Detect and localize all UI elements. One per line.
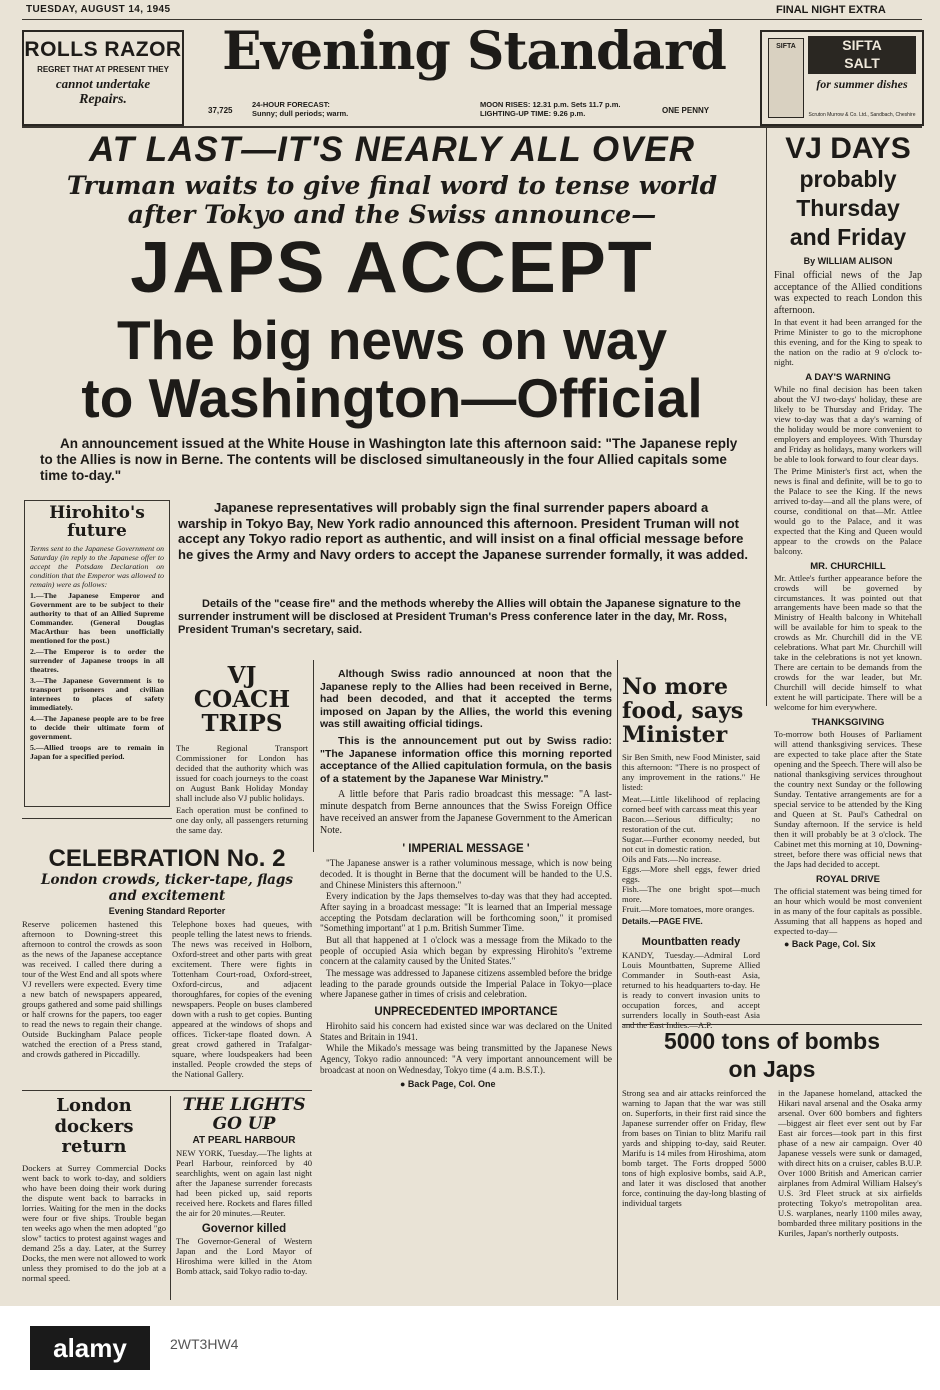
box-item: 3.—The Japanese Government is to transport prisoners and civilian internees to places of safety immediately. (30, 676, 164, 713)
unprecedented-p: Hirohito said his concern had existed since war was declared on the United States and Britain in 1941. While the Mikado's message was being transmitted by the Japanese News Agency, Tokyo radio announced: "A very important announcement will be broadcast at noon on Wednesday, Tokyo time (4 a.m. B.S.T.). (320, 1021, 612, 1075)
ad-line: Repairs. (79, 92, 127, 107)
vj-days-p: The official statement was being timed for an hour which would be most convenient in as many of the four capitals as possible. Assuming that all happens as hoped and expected to-day— (774, 886, 922, 936)
vj-coach-story (176, 664, 308, 836)
dockers-body: Dockers at Surrey Commercial Docks went back to work to-day, and soldiers who have been doing their work during the dispute went back to barracks in lorries. Waiting for the men in the docks were four or five ships. Trouble began ten weeks ago when the men adopted "go slow" tactics to protest against wages and demand 25s a day. Later, at the Surrey Docks, the men were not allowed to work unless they promised to do the job at a normal speed. (22, 1164, 166, 1283)
vj-days-p: In that event it had been arranged for the Prime Minister to go to the microphone this evening, and for the King to speak to the nation on the radio at 9 o'clock to-night. (774, 318, 922, 368)
jump-line: ● Back Page, Col. One (400, 1079, 496, 1090)
subhead: THANKSGIVING (811, 717, 885, 729)
celebration-story (22, 846, 312, 1112)
vj-days-p: While no final decision has been taken about the VJ two-days' holiday, these are likely to be Thursday and Friday. The view to-day was that a day's warning of the holiday would be more convenient to employers and employees. With Thursday and Friday as holidays, many workers will be able to look forward to four clear days. (774, 385, 922, 464)
lead-paragraph-2: Japanese representatives will probably sign the final surrender papers aboard a warship in Tokyo Bay, New York radio announced this afternoon. President Truman will not accept any Tokyo radio report as authentic, and will insist on a final official message before he gives the Army and Navy orders to accept the Japanese surrender formally, it was added. (178, 500, 749, 562)
swiss-story (320, 668, 612, 1089)
swiss-p1: Although Swiss radio announced at noon that the Japanese reply to the Allies had been received in Berne, had been decoded, and that it accepted the terms imposed on Japan by the Allies, the world this evening was still awaiting official tidings. (320, 668, 612, 731)
ad-line: REGRET THAT AT PRESENT THEY (37, 65, 169, 74)
bombs-heading: 5000 tons of bombs (664, 1028, 880, 1054)
lights-heading: THE LIGHTS GO UP (182, 1095, 306, 1134)
food-item: Sugar.—Further economy needed, but not cut in domestic ration. (622, 835, 760, 854)
vj-days-p: The Prime Minister's first act, when the news is final and definite, will be to go to the Palace to see the King. If the news arrived to-day—and all the plans were, of course, conditional on that—Mr. Attlee would go to the Palace, and it was expected that the King and Queen would appear to the crowds on the Palace balcony. (774, 466, 922, 556)
ad-brand: ROLLS RAZOR (24, 38, 182, 61)
vj-days-heading: and Friday (789, 223, 907, 250)
kicker-headline: AT LAST—IT'S NEARLY ALL OVER (88, 130, 696, 169)
subhead: ROYAL DRIVE (816, 873, 880, 885)
masthead-title: Evening Standard (222, 21, 726, 82)
celebration-col1: Reserve policemen hastened this afternoon to Downing-street this afternoon to control the crowds as soon as the news of the Japanese acceptance was received. I called there during a tour of the West End and all spots where VJ revellers were expected. Every time a new batch of newspapers appeared, groups gathered and some paid shillings or half crowns for the papers, too eager to read the news to regain their change. Outside Buckingham Palace people watched the erection of a Press stand, and crowds gathered in Piccadilly. (22, 920, 162, 1059)
alamy-logo: alamy (30, 1326, 150, 1370)
celebration-col2: Telephone boxes had queues, with people telling the latest news to friends. The news was received in Holborn, Oxford-street and other parts with great excitement. There were fights in Tottenham Court-road, Oxford-street, Oxford-circus, and adjacent thoroughfares, for copies of the evening newspapers. People on buses clambered down with a rush to get copies. Bunting appeared at the windows of shops and offices. Ticker-tape floated down. A great crowd gathered in Trafalgar-square, where loudspeakers had been installed. People crowded the steps of the National Gallery. (172, 920, 312, 1079)
main-headline-2: The big news on way to Washington—Official (81, 309, 703, 429)
food-intro: Sir Ben Smith, new Food Minister, said this afternoon: "There is no prospect of any improvement in the rations." He listed: (622, 753, 760, 793)
hirohito-box (24, 500, 170, 807)
lead-paragraph: An announcement issued at the White House in Washington late this afternoon said: "The Japanese reply to the Allies is now in Berne. The contents will be disclosed simultaneously in the four Allied capitals some time to-day." (40, 436, 738, 484)
sifta-label: SIFTA SALT (808, 36, 916, 74)
ad-tag: for summer dishes (816, 77, 908, 91)
dockers-story (22, 1096, 166, 1306)
vj-days-p: Final official news of the Jap acceptance of the Allied conditions was expected to reach London this afternoon. (774, 270, 922, 316)
food-item: Meat.—Little likelihood of replacing corned beef with carcass meat this year (622, 795, 760, 815)
swiss-p3: A little before that Paris radio broadcast this message: "A last-minute despatch from Berne announces that the Swiss Foreign Office have received an answer from the Japanese Government to the American Note. (320, 789, 612, 837)
byline: By WILLIAM ALISON (803, 256, 893, 267)
dockers-heading: London dockers return (54, 1095, 134, 1158)
vj-days-p: Mr. Attlee's further appearance before the crowds will be governed by circumstances. It was pointed out that arrangements have been made so that the Ministry of Health balcony in Whitehall will be available for him to speak to the crowds as Mr. Churchill did in the VE celebrations. What part Mr. Churchill will take in the celebrations is not yet known. There are certain to be demands from the crowds for the war leader, but Mr. Churchill will decide himself to what extent he will participate. There will be a welcome for him everywhere. (774, 573, 922, 713)
imperial-heading: ' IMPERIAL MESSAGE ' (402, 843, 530, 856)
vj-days-heading: Thursday (796, 194, 900, 221)
issue-number: 37,725 (208, 106, 233, 115)
box-item: 4.—The Japanese people are to be free to decide their ultimate form of government. (30, 714, 164, 742)
bombs-heading: on Japs (728, 1055, 816, 1082)
vj-days-heading: probably (799, 166, 897, 192)
subhead: MR. CHURCHILL (810, 560, 886, 572)
image-id: 2WT3HW4 (170, 1336, 239, 1352)
lights-story (176, 1096, 312, 1277)
rolls-razor-ad (22, 30, 184, 126)
food-jump: Details.—PAGE FIVE. (622, 916, 703, 926)
mountbatten-heading: Mountbatten ready (641, 935, 741, 948)
food-item: Eggs.—More shell eggs, fewer dried eggs. (622, 864, 760, 884)
subhead: A DAY'S WARNING (805, 372, 891, 384)
sifta-salt-ad (760, 30, 924, 126)
bombs-col1: Strong sea and air attacks reinforced the warning to Japan that the war was still on. Superforts, in their first raid since the Japanese surrender offer on Friday, flew from bases on Tinian to blitz Marifu rail yards and shipping to-day, said Reuter. Marifu is 14 miles from Hiroshima, atom bomb target. The Forts dropped 5000 tons of high explosive bombs, said A.P., and later it was disclosed that another force, continuing the day-long blasting of individual targets (622, 1089, 766, 1208)
vj-days-heading: VJ DAYS (785, 132, 911, 165)
mountbatten-body: KANDY, Tuesday.—Admiral Lord Louis Mountbatten, Supreme Allied Commander in South-east Asia, returned to his headquarters to-day. He is ready to convert invasion units to occupation forces, and accept surrenders locally in South-east Asia (622, 950, 760, 1020)
deck-headline: Truman waits to give final word to tense world after Tokyo and the Swiss announce— (66, 171, 718, 229)
box-item: 5.—Allied troops are to remain in Japan for a specified period. (30, 743, 164, 762)
vj-coach-body: The Regional Transport Commissioner for London has decided that the authority which was issued for coach journeys to the coast on August Bank Holiday Monday shall include also VJ public holidays. (176, 744, 308, 804)
unprecedented-heading: UNPRECEDENTED IMPORTANCE (374, 1006, 558, 1019)
celebration-heading: CELEBRATION No. 2 (48, 845, 286, 872)
vj-coach-body: Each operation must be confined to one day only, all passengers returning the same day. (176, 806, 308, 836)
food-item: Fruit.—More tomatoes, more oranges. (622, 904, 755, 914)
food-item: Oils and Fats.—No increase. (622, 854, 722, 864)
moon-info: MOON RISES: 12.31 p.m. Sets 11.7 p.m. LIGHTING-UP TIME: 9.26 p.m. (480, 100, 621, 119)
food-heading: No more food, says Minister (622, 674, 744, 748)
box-intro: Terms sent to the Japanese Government on Saturday (in reply to the Japanese offer to accept the Potsdam Declaration on condition that the Emperor was allowed to remain) were as follows: (30, 543, 164, 589)
lights-subheading: AT PEARL HARBOUR (192, 1135, 296, 1147)
box-heading: Hirohito's future (49, 503, 145, 541)
food-story (622, 676, 760, 1031)
stock-watermark-bar (0, 1306, 940, 1390)
vj-coach-heading: VJ COACH TRIPS (193, 662, 291, 738)
jump-line: ● Back Page, Col. Six (784, 938, 876, 949)
forecast: 24-HOUR FORECAST: Sunny; dull periods; warm. (252, 100, 349, 119)
lead-paragraph-3: Details of the "cease fire" and the methods whereby the Allies will obtain the Japanese signature to the surrender instrument will be disclosed at President Truman's Press conference later in the day, Mr. Ross, President Truman's secretary, said. (178, 598, 741, 637)
main-headline: JAPS ACCEPT (130, 228, 654, 308)
governor-heading: Governor killed (201, 1223, 287, 1236)
food-item: Bacon.—Serious difficulty; no restoration of the cut. (622, 815, 760, 835)
bombs-col2: in the Japanese homeland, attacked the Hikari naval arsenal and the Osaka army arsenal. Over 600 bombers and fighters—biggest air fleet ever sent out by Far East air forces—took part in this first phase of a new air campaign. Over 40 Japanese vessels were sunk or damaged, with direct hits on a cruiser, cables B.U.P. Over 1000 British and American carrier airplanes from Admiral William Halsey's U.S. 3rd Fleet struck at six airfields protecting Tokyo's metropolitan area. U.S. warplanes, nearly 1100 miles away, bombarded three military positions in the Kuriles, Japan's northerly outposts. (778, 1089, 922, 1238)
salt-box-icon: SIFTA (768, 38, 804, 118)
bombs-story (622, 1028, 922, 1289)
box-item: 2.—The Emperor is to order the surrender of Japanese troops in all theatres. (30, 647, 164, 675)
governor-body: The Governor-General of Western Japan and the Lord Mayor of Hiroshima were killed in the Atom Bomb attack, said Tokyo radio to-day. (176, 1237, 312, 1277)
ad-line: cannot undertake (55, 76, 151, 91)
box-item: 1.—The Japanese Emperor and Government are to be subject to their authority to that of an Allied Supreme Commander. (General Douglas MacArthur has been unofficially mentioned for the post.) (30, 590, 164, 645)
celebration-deck: London crowds, ticker-tape, flags and excitement (41, 872, 293, 904)
food-item: Fish.—The one bright spot—much more. (622, 884, 760, 904)
price: ONE PENNY (662, 106, 710, 115)
ad-maker: Scruton Murrow & Co. Ltd., Sandbach, Cheshire (808, 112, 916, 118)
date-line: TUESDAY, AUGUST 14, 1945 (26, 4, 171, 15)
swiss-p2: This is the announcement put out by Swiss radio: "The Japanese information office this morning reported acceptance of the Allied capitulation formula, on the basis of a statement by the Japanese War Ministry." (320, 734, 612, 785)
vj-days-story (774, 132, 922, 949)
vj-days-p: To-morrow both Houses of Parliament will attend thanksgiving services. These are expected to take place after the State opening and the Speech. There will also be national thanksgiving services throughout the country next Sunday or the following Sunday. Tentative arrangements are for a special service to be attended by the King and Queen at St. Paul's Cathedral on Sunday afternoon. If the service is held then it will probably be at 3 o'clock. The Cabinet met this morning at 10, Downing-street, before there was official news that the Japs had decided to accept. (774, 730, 922, 869)
imperial-p: "The Japanese answer is a rather voluminous message, which is now being decoded. It is thought in Berne that the document will be handed to the U.S. and Chinese Ministers this afternoon." Every indication by the Japs themselves to-day was that they had accepted. After saying in a broadcast message: "It is learned that an Imperial message accepting the Potsdam declaration will be forthcoming soon," it promised "Something important" at 1 p.m. British Summer Time. But all that happened at 1 o'clock was a message from the Mikado to the people of occupied Asia which began by expressing Hirohito's "extreme concern at the calamity caused by the United States." The message was addressed to Japanese citizens assembled before the bridge leading to the parade grounds outside the Imperial Palace in Tokyo—place where Japanese gather in times of crisis and celebration. (320, 858, 612, 1000)
edition-label: FINAL NIGHT EXTRA (776, 4, 886, 16)
lights-body: NEW YORK, Tuesday.—The lights at Pearl Harbour, reinforced by 40 searchlights, went on again last night after the Japanese surrender forecasts had been picked up, said reports received here. Rockets and flares filled the air for 20 minutes.—Reuter. (176, 1149, 312, 1219)
byline: Evening Standard Reporter (108, 906, 226, 917)
